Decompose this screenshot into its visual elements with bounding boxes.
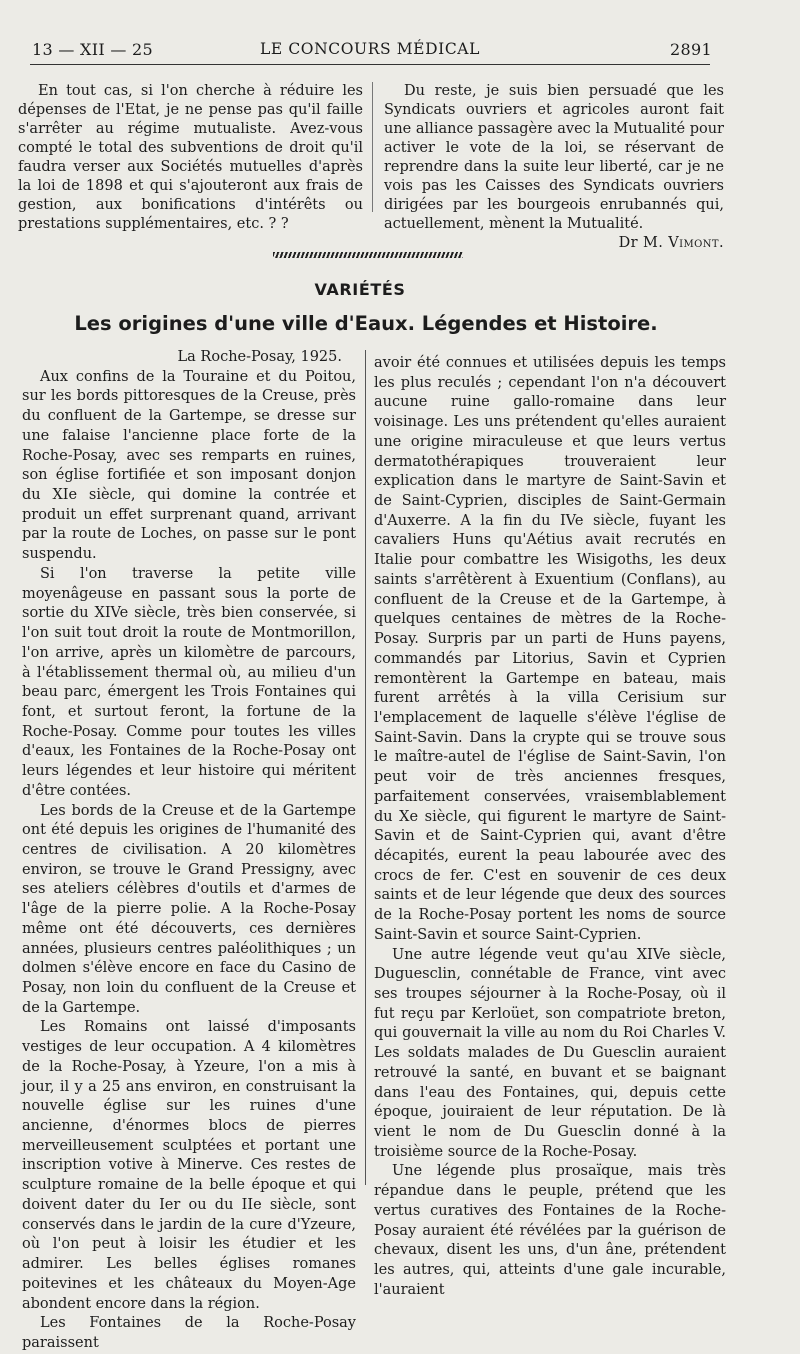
dateline: La Roche-Posay, 1925. xyxy=(177,349,342,365)
journal-title: LE CONCOURS MÉDICAL xyxy=(260,40,480,58)
paragraph: Une légende plus prosaïque, mais très répandue dans le peuple, prétend que les vertus curatives des Fontaines de la Roche-Posay auraient été révélées par la guérison de chevaux, disent les uns, d'un âne, prétendent les autres, qui, atteints d'une gale incurable, l'auraient xyxy=(374,1163,726,1298)
signature-title: Dr xyxy=(618,235,639,251)
column-divider xyxy=(372,82,373,212)
section-title: VARIÉTÉS xyxy=(314,280,406,299)
top-left-column xyxy=(18,82,363,234)
column-divider xyxy=(365,350,366,1185)
paragraph: En tout cas, si l'on cherche à réduire les dépenses de l'Etat, je ne pense pas qu'il faille s'arrêter au régime mutualiste. Avez-vous compté le total des subventions de droit qu'il faudra verser aux Sociétés mutuelles d'après la loi de 1898 et qui s'ajouteront aux frais de gestion, aux bonifications d'intérêts ou prestations supplémentaires, etc. ? ? xyxy=(18,83,363,232)
paragraph: Si l'on traverse la petite ville moyenâgeuse en passant sous la porte de sortie du XIVe siècle, très bien conservée, si l'on suit tout droit la route de Montmorillon, l'on arrive, après un kilomètre de parcours, à l'établissement thermal où, au milieu d'un beau parc, émergent les Trois Fontaines qui font, et surtout feront, la fortune de la Roche-Posay. Comme pour toutes les villes d'eaux, les Fontaines de la Roche-Posay ont leurs légendes et leur histoire qui méritent d'être contées. xyxy=(22,565,356,799)
author-signature xyxy=(384,234,724,253)
paragraph: Du reste, je suis bien persuadé que les Syndicats ouvriers et agricoles auront fait une alliance passagère avec la Mutualité pour activer le vote de la loi, se réservant de reprendre dans la suite leur liberté, car je ne vois pas les Caisses des Syndicats ouvriers dirigées par les bourgeois enrubannés qui, actuellement, mènent la Mutualité. xyxy=(384,83,724,232)
paragraph: Aux confins de la Touraine et du Poitou, sur les bords pittoresques de la Creuse, près du confluent de la Gartempe, se dresse sur une falaise l'ancienne place forte de la Roche-Posay, avec ses remparts en ruines, son église fortifiée et son imposant donjon du XIe siècle, qui domine la contrée et produit un effet surprenant quand, arrivant par la route de Loches, on passe sur le pont suspendu. xyxy=(22,368,356,563)
page-number: 2891 xyxy=(670,40,712,59)
decorative-rule xyxy=(273,252,463,258)
paragraph: Les bords de la Creuse et de la Gartempe ont été depuis les origines de l'humanité des centres de civilisation. A 20 kilomètres environ, se trouve le Grand Pressigny, avec ses ateliers célèbres d'outils et d'armes de l'âge de la pierre polie. A la Roche-Posay même ont été découverts, ces dernières années, plusieurs centres paléolithiques ; un dolmen s'élève encore en face du Casino de Posay, non loin du confluent de la Creuse et de la Gartempe. xyxy=(22,802,356,1016)
article-title: Les origines d'une ville d'Eaux. Légendes et Histoire. xyxy=(74,312,658,335)
article-left-column xyxy=(22,348,356,1354)
signature-name: M. Vimont. xyxy=(643,235,724,251)
running-header xyxy=(30,38,710,65)
paragraph: Une autre légende veut qu'au XIVe siècle, Duguesclin, connétable de France, vint avec ses troupes séjourner à la Roche-Posay, où il fut reçu par Kerloüet, son compatriote breton, qui gouvernait la ville au nom du Roi Charles V. Les soldats malades de Du Guesclin auraient retrouvé la santé, en buvant et se baignant dans l'eau des Fontaines, qui, depuis cette époque, jouiraient de leur réputation. De là vient le nom de Du Guesclin donné à la troisième source de la Roche-Posay. xyxy=(374,946,726,1160)
paragraph: Les Fontaines de la Roche-Posay paraissent xyxy=(22,1315,356,1351)
top-right-column xyxy=(384,82,724,253)
paragraph: avoir été connues et utilisées depuis les temps les plus reculés ; cependant l'on n'a découvert aucune ruine gallo-romaine dans leur voisinage. Les uns prétendent qu'elles auraient une origine miraculeuse et que leurs vertus dermatothérapiques trouveraient leur explication dans le martyre de Saint-Savin et de Saint-Cyprien, disciples de Saint-Germain d'Auxerre. A la fin du IVe siècle, fuyant les cavaliers Huns qu'Aétius avait recrutés en Italie pour combattre les Wisigoths, les deux saints s'arrêtèrent à Exuentium (Conflans), au confluent de la Creuse et de la Gartempe, à quelques centaines de mètres de la Roche-Posay. Surpris par un parti de Huns payens, commandés par Litorius, Savin et Cyprien remontèrent la Gartempe en bateau, mais furent arrêtés à la villa Cerisium sur l'emplacement de laquelle s'élève l'église de Saint-Savin. Dans la crypte qui se trouve sous le maître-autel de l'église de Saint-Savin, l'on peut voir de très anciennes fresques, parfaitement conservées, vraisemblablement du Xe siècle, qui figurent le martyre de Saint-Savin et de Saint-Cyprien qui, avant d'être décapités, eurent la peau labourée avec des crocs de fer. C'est en souvenir de ces deux saints et de leur légende que deux des sources de la Roche-Posay portent les noms de source Saint-Savin et source Saint-Cyprien. xyxy=(374,355,726,943)
paragraph: Les Romains ont laissé d'imposants vestiges de leur occupation. A 4 kilomètres de la Roche-Posay, à Yzeure, l'on a mis à jour, il y a 25 ans environ, en construisant la nouvelle église sur les ruines d'une ancienne, d'énormes blocs de pierres merveilleusement sculptées et portant une inscription votive à Minerve. Ces restes de sculpture romaine de la belle époque et qui doivent dater du Ier ou du IIe siècle, sont conservés dans le jardin de la cure d'Yzeure, où l'on peut à loisir les étudier et les admirer. Les belles églises romanes poitevines et les châteaux du Moyen-Age abondent encore dans la région. xyxy=(22,1019,356,1312)
article-right-column xyxy=(374,354,726,1301)
issue-number: 13 — XII — 25 xyxy=(32,40,153,59)
